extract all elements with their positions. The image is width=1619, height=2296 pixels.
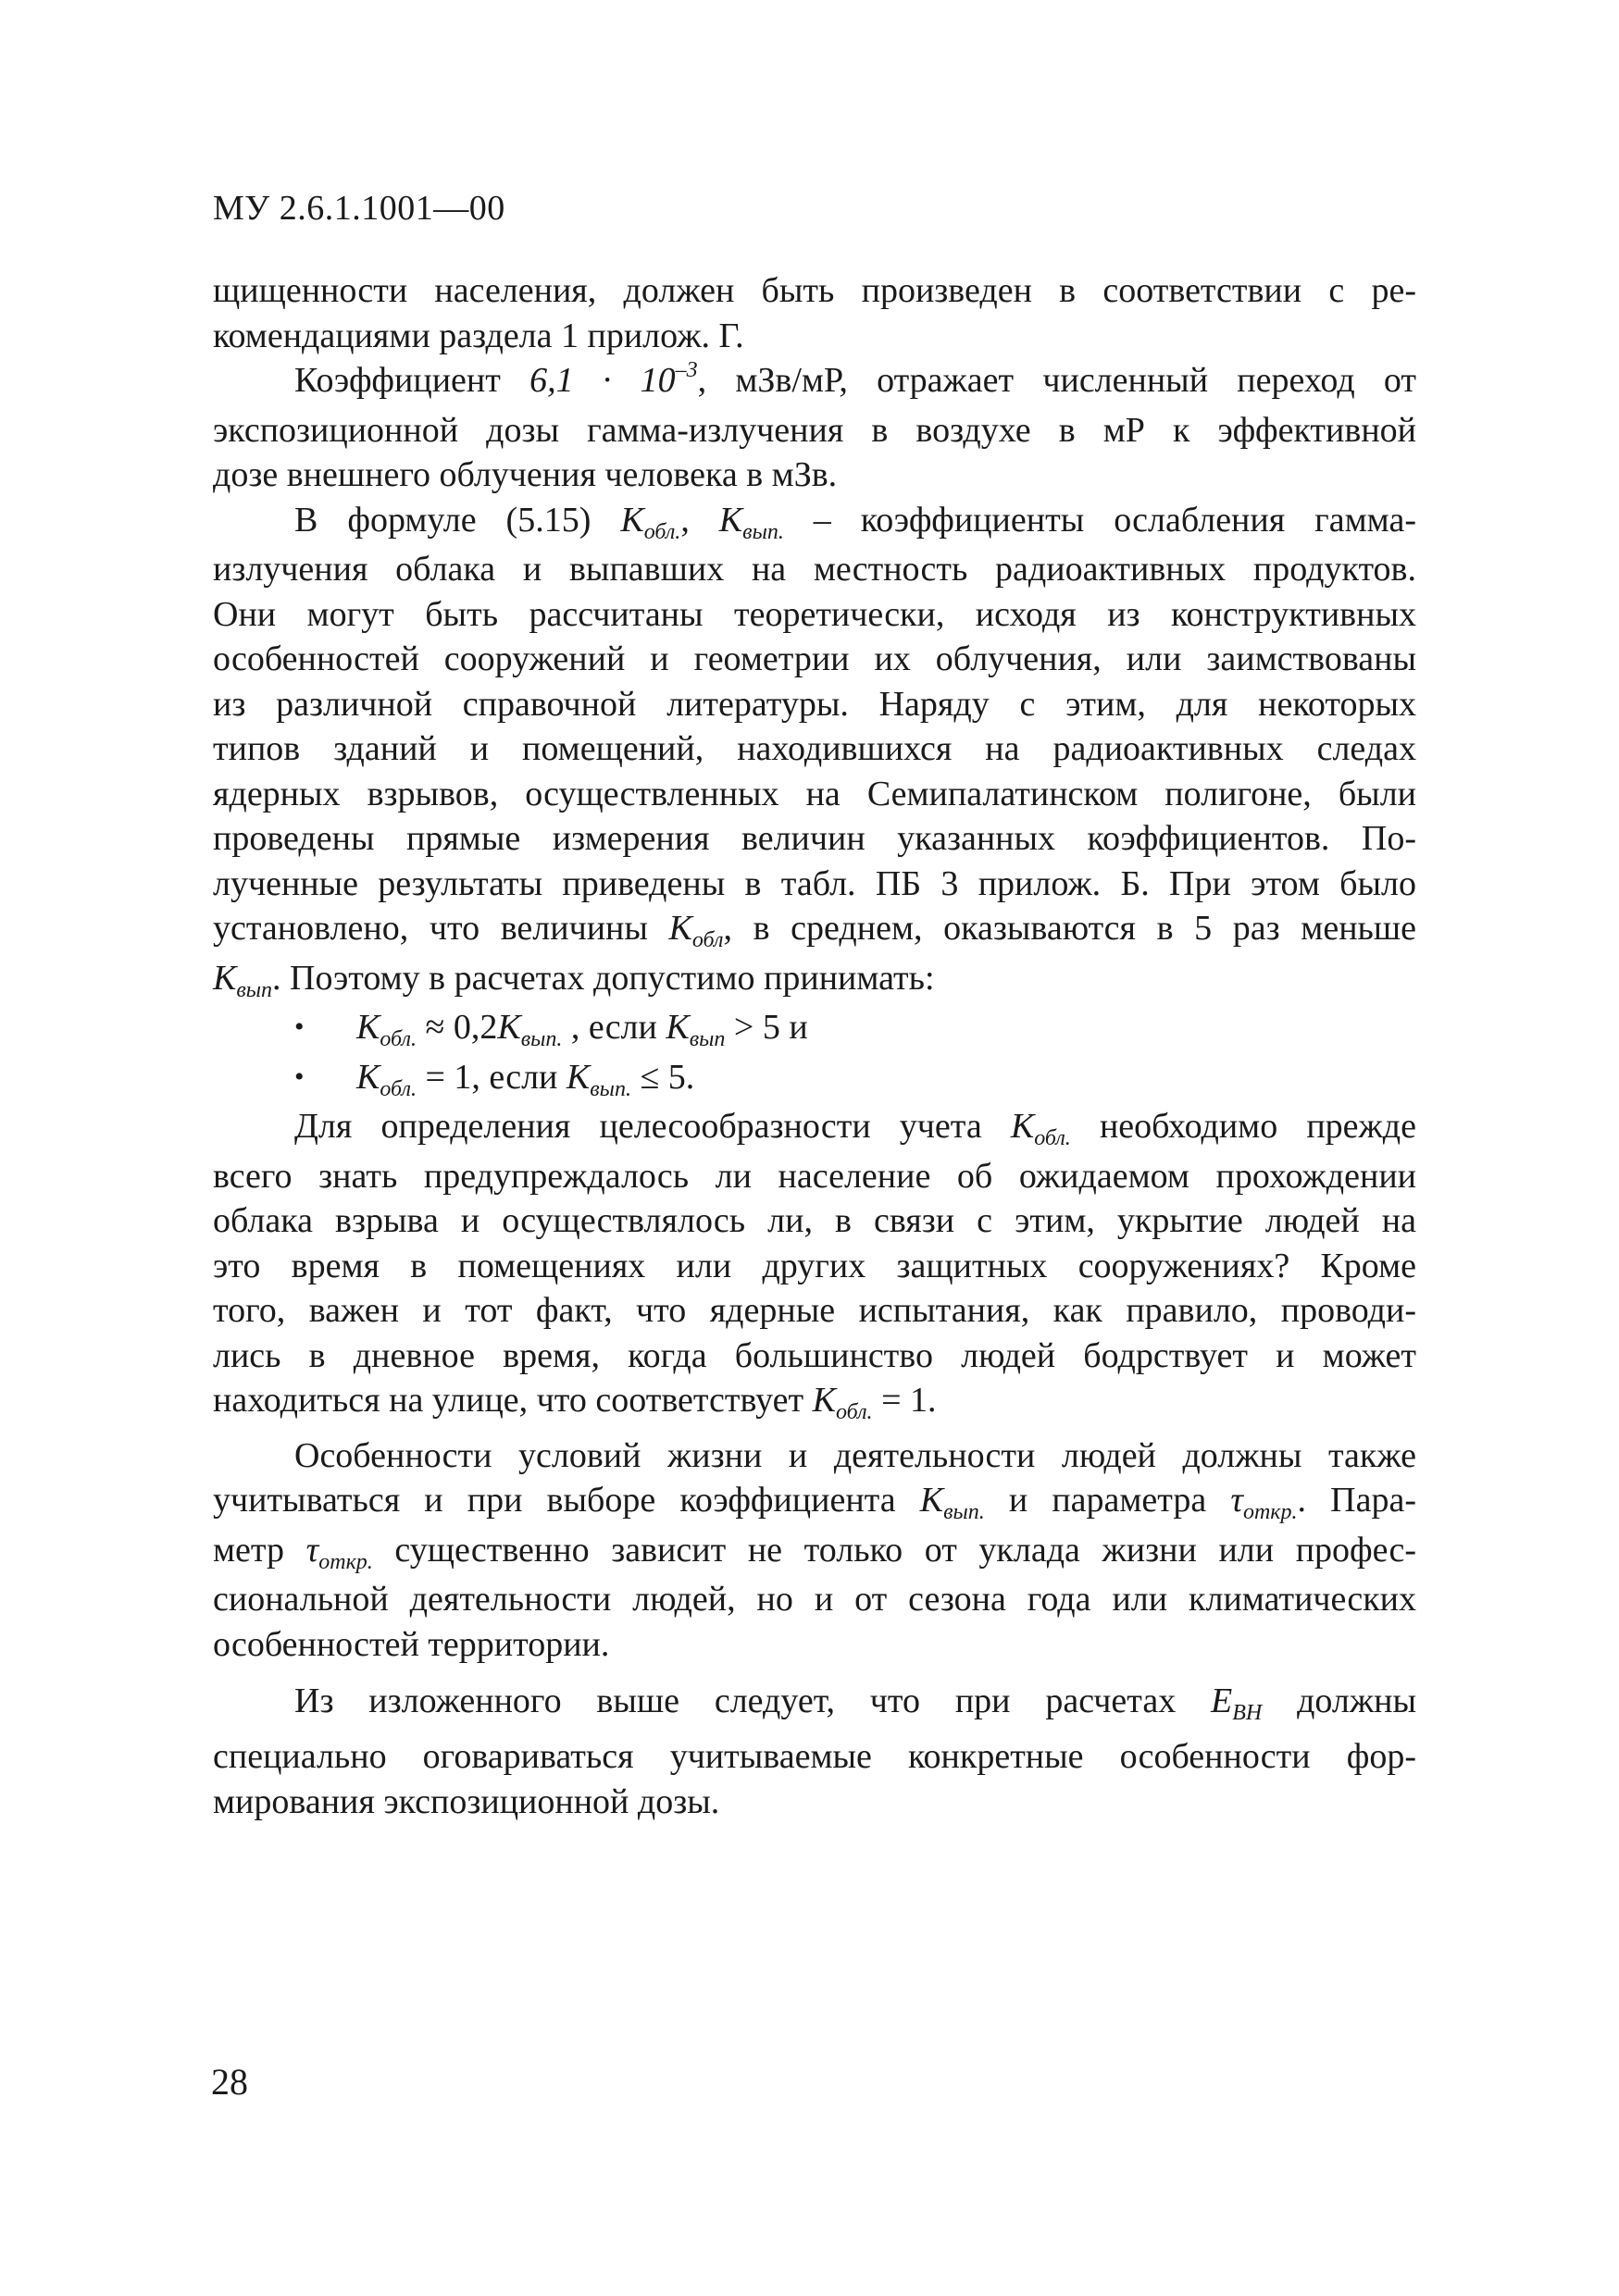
document-code: МУ 2.6.1.1001—00 xyxy=(213,189,505,228)
body-text xyxy=(213,268,1416,1824)
k-vyp-symbol xyxy=(919,1481,985,1524)
text-line: специально оговариваться учитываемые конкретные особенности фор- xyxy=(213,1737,1416,1776)
subscript: ВН xyxy=(1232,1701,1263,1725)
bullet-icon: • xyxy=(294,1061,305,1092)
text-line xyxy=(213,956,1416,1006)
symbol-k: K xyxy=(356,1057,380,1097)
text-fragment: = 1, если xyxy=(416,1057,567,1097)
symbol-k: K xyxy=(919,1481,944,1520)
k-obl-symbol xyxy=(1010,1107,1071,1150)
text-line xyxy=(213,1672,1416,1734)
text-fragment: , в среднем, оказываются в 5 раз меньше xyxy=(723,909,1416,948)
text-fragment: В формуле (5.15) xyxy=(294,500,621,540)
bullet-text xyxy=(296,1008,808,1051)
text-line: того, важен и тот факт, что ядерные испытания, как правило, проводи- xyxy=(213,1291,1416,1330)
subscript: обл. xyxy=(643,519,681,544)
text-line: ядерных взрывов, осуществленных на Семипалатинском полигоне, были xyxy=(213,774,1416,813)
text-line: это время в помещениях или других защитных сооружениях? Кроме xyxy=(213,1246,1416,1285)
subscript: вып. xyxy=(742,519,784,544)
page-number: 28 xyxy=(211,2061,248,2103)
coefficient-mantissa: 6,1 · 10 xyxy=(529,361,676,400)
subscript: обл. xyxy=(835,1400,873,1424)
text-line: всего знать предупреждалось ли население об ожидаемом прохождении xyxy=(213,1156,1416,1196)
symbol-tau: τ xyxy=(1230,1481,1243,1520)
subscript: вып. xyxy=(590,1076,631,1101)
symbol-k: K xyxy=(718,500,743,540)
coefficient-exponent: –3 xyxy=(675,358,698,382)
bullet-text xyxy=(296,1057,695,1101)
symbol-k: K xyxy=(566,1057,591,1097)
text-line xyxy=(213,358,1416,408)
text-fragment: существенно зависит не только от уклада жизни или профес- xyxy=(372,1530,1417,1570)
k-vyp-symbol xyxy=(497,1008,563,1051)
text-fragment: , xyxy=(680,500,719,540)
bullet-icon: • xyxy=(294,1011,305,1042)
text-fragment: , мЗв/мР, отражает численный переход от xyxy=(697,361,1417,400)
text-line: особенностей сооружений и геометрии их облучения, или заимствованы xyxy=(213,639,1416,678)
subscript: обл. xyxy=(380,1076,417,1101)
symbol-e: E xyxy=(1211,1682,1233,1720)
k-vyp-symbol xyxy=(566,1057,631,1101)
subscript: вып. xyxy=(943,1500,985,1524)
symbol-k: K xyxy=(620,500,644,540)
symbol-k: K xyxy=(356,1008,380,1047)
text-line: из различной справочной литературы. Наряду с этим, для некоторых xyxy=(213,684,1416,724)
subscript: откр. xyxy=(318,1549,373,1574)
text-line xyxy=(213,906,1416,956)
text-line: типов зданий и помещений, находившихся на радиоактивных следах xyxy=(213,729,1416,768)
text-fragment: метр xyxy=(213,1530,306,1570)
text-line: Особенности условий жизни и деятельности людей должны также xyxy=(294,1435,1416,1475)
subscript: обл. xyxy=(380,1027,417,1051)
text-fragment: – коэффициенты ослабления гамма- xyxy=(783,500,1416,540)
text-fragment: и параметра xyxy=(984,1481,1231,1520)
k-obl-symbol xyxy=(620,500,681,544)
text-line: облака взрыва и осуществлялось ли, в связи с этим, укрытие людей на xyxy=(213,1201,1416,1240)
text-line: экспозиционной дозы гамма-излучения в воздухе в мР к эффективной xyxy=(213,410,1416,450)
text-fragment: находиться на улице, что соответствует xyxy=(213,1381,813,1420)
text-line: лись в дневное время, когда большинство людей бодрствует и может xyxy=(213,1335,1416,1375)
text-line xyxy=(213,1104,1416,1154)
text-line: сиональной деятельности людей, но и от сезона года или климатических xyxy=(213,1580,1416,1619)
text-line: комендациями раздела 1 прилож. Г. xyxy=(213,316,744,355)
text-fragment: Из изложенного выше следует, что при расчетах xyxy=(294,1682,1212,1720)
k-obl-symbol xyxy=(356,1057,417,1101)
symbol-k: K xyxy=(497,1008,521,1047)
k-vyp-symbol xyxy=(213,958,273,1002)
symbol-k: K xyxy=(666,1008,690,1047)
text-line xyxy=(213,498,1416,548)
text-fragment: установлено, что величины xyxy=(213,909,669,948)
text-fragment: Коэффициент xyxy=(294,361,530,400)
k-vyp-symbol xyxy=(718,500,784,544)
subscript: обл. xyxy=(1034,1126,1071,1150)
subscript: вып xyxy=(689,1027,726,1051)
tau-otkr-symbol xyxy=(1230,1481,1298,1524)
text-fragment: = 1. xyxy=(872,1381,937,1420)
coefficient-value xyxy=(529,358,698,400)
symbol-k: K xyxy=(812,1381,836,1420)
symbol-k: K xyxy=(668,909,692,948)
bullet-item xyxy=(213,1005,1416,1055)
text-line: излучения облака и выпавших на местность радиоактивных продуктов. xyxy=(213,550,1416,589)
k-obl-symbol xyxy=(356,1008,417,1051)
text-line: мирования экспозиционной дозы. xyxy=(213,1781,720,1821)
k-vyp-symbol xyxy=(666,1008,726,1051)
subscript: откр. xyxy=(1242,1500,1298,1524)
subscript: вып xyxy=(236,977,273,1002)
symbol-tau: τ xyxy=(305,1530,319,1570)
text-line xyxy=(213,1528,1416,1578)
text-fragment: Для определения целесообразности учета xyxy=(294,1107,1011,1146)
k-obl-symbol xyxy=(812,1381,873,1424)
text-fragment: > 5 и xyxy=(725,1008,808,1047)
text-fragment: . Поэтому в расчетах допустимо принимать: xyxy=(272,958,935,998)
subscript: вып. xyxy=(520,1027,563,1051)
text-line: проведены прямые измерения величин указанных коэффициентов. По- xyxy=(213,819,1416,858)
text-fragment: должны xyxy=(1262,1682,1417,1720)
text-fragment: ≈ 0,2 xyxy=(416,1008,498,1047)
k-obl-symbol xyxy=(668,909,724,952)
text-fragment: . Пара- xyxy=(1297,1481,1416,1520)
text-line: дозе внешнего облучения человека в мЗв. xyxy=(213,455,838,494)
text-line xyxy=(213,1478,1416,1528)
text-fragment: необходимо прежде xyxy=(1070,1107,1416,1146)
text-line: Они могут быть рассчитаны теоретически, исходя из конструктивных xyxy=(213,594,1416,634)
text-fragment: , если xyxy=(562,1008,666,1047)
e-vn-symbol xyxy=(1211,1682,1263,1725)
text-line: особенностей территории. xyxy=(213,1624,610,1664)
text-line xyxy=(213,1378,1416,1428)
text-line: щищенности населения, должен быть произведен в соответствии с ре- xyxy=(213,271,1416,310)
text-fragment: ≤ 5. xyxy=(630,1057,695,1097)
symbol-k: K xyxy=(213,958,237,998)
bullet-item xyxy=(213,1055,1416,1105)
symbol-k: K xyxy=(1010,1107,1035,1146)
text-fragment: учитываться и при выборе коэффициента xyxy=(213,1481,920,1520)
tau-otkr-symbol xyxy=(305,1530,373,1574)
subscript: обл xyxy=(691,928,724,952)
text-line: лученные результаты приведены в табл. ПБ 3 прилож. Б. При этом было xyxy=(213,863,1416,903)
